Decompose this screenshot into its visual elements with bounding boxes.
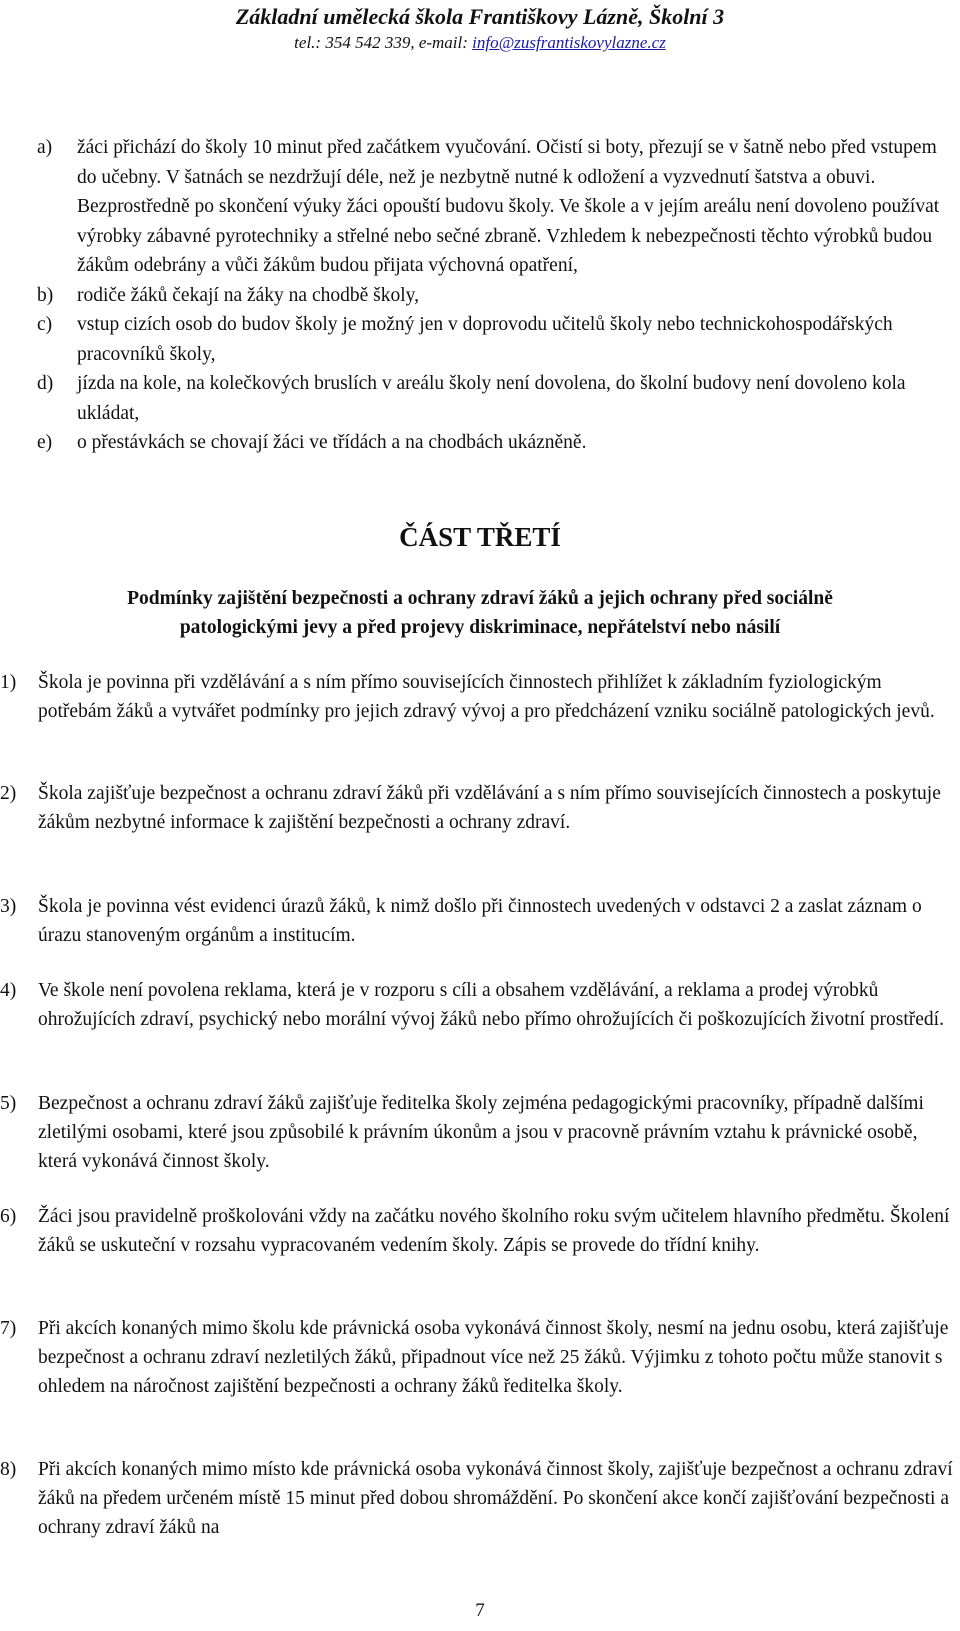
- email-link[interactable]: info@zusfrantiskovylazne.cz: [472, 33, 666, 52]
- paragraph-text: Žáci jsou pravidelně proškolováni vždy na začátku nového školního roku svým učitelem hlavního předmětu. Školení žáků se uskuteční v rozsahu vypracovaném vedením školy. Zápis se provede do třídní knihy.: [38, 1206, 950, 1256]
- list-item: [37, 310, 955, 369]
- list-item: [37, 428, 955, 458]
- list-marker: e): [37, 432, 53, 453]
- lettered-list: [37, 133, 955, 458]
- list-item: [37, 133, 955, 281]
- list-item-text: vstup cizích osob do budov školy je možný jen v doprovodu učitelů školy nebo technickohospodářských pracovníků školy,: [77, 314, 893, 365]
- paragraph-number: 5): [0, 1093, 17, 1114]
- list-item-text: žáci přichází do školy 10 minut před začátkem vyučování. Očistí si boty, přezují se v šatně nebo před vstupem do učebny. V šatnách se nezdržují déle, než je nezbytně nutné k odložení a vyzvednutí šatstva a obuvi. Bezprostředně po skončení výuky žáci opouští budovu školy. Ve škole a v jejím areálu není dovoleno používat výrobky zábavné pyrotechniky a střelné nebo sečné zbraně. Vzhledem k nebezpečnosti těchto výrobků budou žákům odebrány a vůči žákům budou přijata výchovná opatření,: [77, 137, 940, 276]
- paragraph-text: Škola zajišťuje bezpečnost a ochranu zdraví žáků při vzdělávání a s ním přímo souvisejících činnostech a poskytuje žákům nezbytné informace k zajištění bezpečnosti a ochrany zdraví.: [38, 783, 941, 833]
- numbered-paragraph: [0, 1202, 958, 1260]
- numbered-paragraph: [0, 1455, 958, 1542]
- numbered-paragraph: [0, 668, 958, 726]
- list-marker: d): [37, 373, 54, 394]
- list-marker: c): [37, 314, 53, 335]
- list-item: [37, 281, 955, 311]
- paragraph-text: Škola je povinna vést evidenci úrazů žáků, k nimž došlo při činnostech uvedených v odstavci 2 a zaslat záznam o úrazu stanoveným orgánům a institucím.: [38, 896, 922, 946]
- list-item-text: jízda na kole, na kolečkových bruslích v areálu školy není dovolena, do školní budovy není dovoleno kola ukládat,: [77, 373, 906, 424]
- paragraph-number: 7): [0, 1318, 17, 1339]
- paragraph-number: 6): [0, 1206, 17, 1227]
- paragraph-number: 4): [0, 980, 17, 1001]
- paragraph-text: Bezpečnost a ochranu zdraví žáků zajišťuje ředitelka školy zejména pedagogickými pracovníky, případně dalšími zletilými osobami, které jsou způsobilé k právním úkonům a jsou v pracovně právním vztahu k právnické osobě, která vykonává činnost školy.: [38, 1093, 924, 1172]
- list-item-text: rodiče žáků čekají na žáky na chodbě školy,: [77, 284, 420, 306]
- numbered-paragraph: [0, 779, 958, 837]
- paragraph-text: Při akcích konaných mimo místo kde právnická osoba vykonává činnost školy, zajišťuje bezpečnost a ochranu zdraví žáků na předem určeném místě 15 minut před dobou shromáždění. Po skončení akce končí zajišťování bezpečnosti a ochrany zdraví žáků na: [38, 1459, 953, 1538]
- paragraph-number: 3): [0, 896, 17, 917]
- part-heading: ČÁST TŘETÍ: [399, 522, 561, 552]
- contact-line: [0, 32, 960, 54]
- paragraph-text: Při akcích konaných mimo školu kde právnická osoba vykonává činnost školy, nesmí na jednu osobu, která zajišťuje bezpečnost a ochranu zdraví nezletilých žáků, připadnout více než 25 žáků. Výjimku z tohoto počtu může stanovit s ohledem na náročnost zajištění bezpečnosti a ochrany žáků ředitelka školy.: [38, 1318, 949, 1397]
- phone-text: tel.: 354 542 339, e-mail:: [294, 33, 473, 52]
- paragraph-text: Škola je povinna při vzdělávání a s ním přímo souvisejících činnostech přihlížet k základním fyziologickým potřebám žáků a vytvářet podmínky pro jejich zdravý vývoj a pro předcházení vzniku sociálně patologických jevů.: [38, 672, 935, 722]
- paragraph-number: 8): [0, 1459, 17, 1480]
- numbered-paragraph: [0, 892, 958, 950]
- list-marker: b): [37, 284, 54, 306]
- paragraph-number: 1): [0, 672, 17, 693]
- letterhead: [0, 2, 960, 54]
- list-marker: a): [37, 137, 53, 158]
- numbered-paragraph: [0, 976, 958, 1034]
- paragraph-text: Ve škole není povolena reklama, která je v rozporu s cíli a obsahem vzdělávání, a reklama a prodej výrobků ohrožujících zdraví, psychický nebo morální vývoj žáků nebo přímo ohrožujících či poškozujících životní prostředí.: [38, 980, 944, 1030]
- list-item-text: o přestávkách se chovají žáci ve třídách a na chodbách ukázněně.: [77, 432, 587, 453]
- paragraph-number: 2): [0, 783, 17, 804]
- subheading-line-2: patologickými jevy a před projevy diskriminace, nepřátelství nebo násilí: [179, 617, 781, 638]
- numbered-paragraph: [0, 1314, 958, 1401]
- subheading-line-1: Podmínky zajištění bezpečnosti a ochrany zdraví žáků a jejich ochrany před sociálně: [127, 588, 833, 609]
- numbered-paragraph: [0, 1089, 958, 1176]
- list-item: [37, 369, 955, 428]
- part-subheading: [0, 584, 960, 642]
- page-number: 7: [475, 1600, 485, 1621]
- school-name: Základní umělecká škola Františkovy Lázně, Školní 3: [235, 4, 725, 29]
